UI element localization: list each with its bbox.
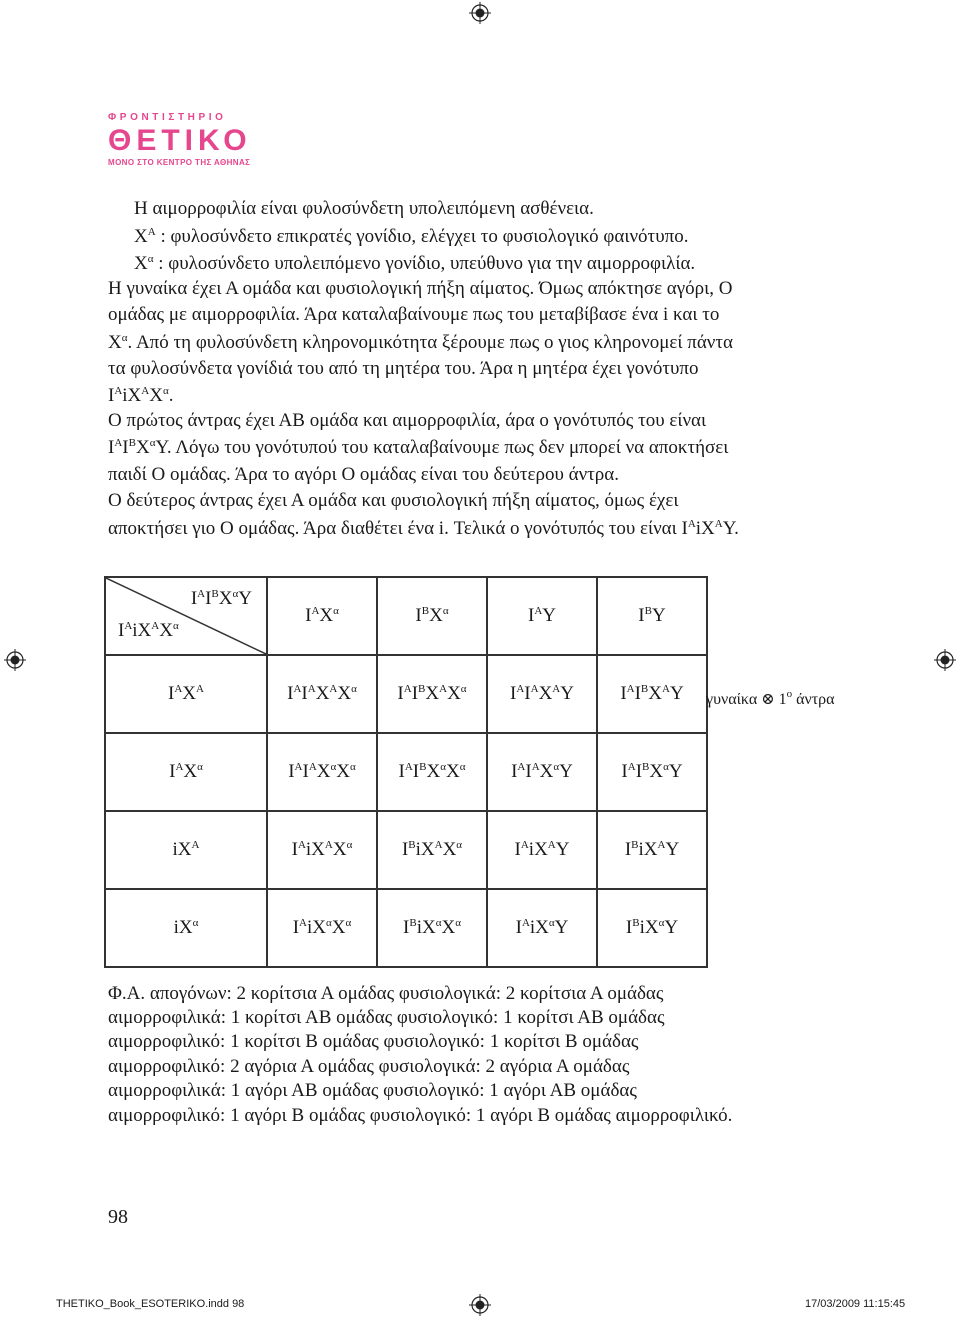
text-line-10: $I^AI^BX^\alpha\Upsilon$. Λόγω του γονότυπού του καταλαβαίνουμε πως δεν μπορεί να αποκτήσει: [108, 437, 729, 458]
text-line-7: τα φυλοσύνδετα γονίδιά του από τη μητέρα του. Άρα η μητέρα έχει γονότυπο: [108, 358, 699, 379]
offspring-cell: $I^AiX^AX^\alpha$: [267, 811, 377, 889]
text-line-6: $X^\alpha$. Από τη φυλοσύνδετη κληρονομικότητα ξέρουμε πως ο γιος κληρονομεί πάντα: [108, 332, 733, 353]
registration-mark-top-icon: [469, 2, 491, 24]
result-line-6: αιμορροφιλικό: 1 αγόρι Β ομάδας φυσιολογικό: 1 αγόρι Β ομάδας αιμορροφιλικό.: [108, 1105, 733, 1126]
father-genotype: $I^AI^BX^\alpha\Upsilon$: [190, 588, 252, 609]
result-line-4: αιμορροφιλικό: 2 αγόρια Α ομάδας φυσιολογικά: 2 αγόρια Α ομάδας: [108, 1056, 630, 1077]
text-line-4: Η γυναίκα έχει Α ομάδα και φυσιολογική πήξη αίματος. Όμως απόκτησε αγόρι, Ο: [108, 278, 733, 299]
text-line-8: $I^AiX^AX^\alpha$.: [108, 385, 174, 406]
text-line-12: Ο δεύτερος άντρας έχει Α ομάδα και φυσιολογική πήξη αίματος, όμως έχει: [108, 490, 679, 511]
text-line-13: αποκτήσει γιο Ο ομάδας. Άρα διαθέτει ένα i. Τελικά ο γονότυπός του είναι $I^AiX^A\Upsilon$.: [108, 518, 739, 539]
row-gamete-2: $I^AX^\alpha$: [105, 733, 267, 811]
row-gamete-1: $I^AX^A$: [105, 655, 267, 733]
offspring-cell: $I^AI^BX^A\Upsilon$: [597, 655, 707, 733]
page-number: 98: [108, 1206, 128, 1228]
publisher-logo: [108, 112, 268, 167]
text-line-1: Η αιμορροφιλία είναι φυλοσύνδετη υπολειπόμενη ασθένεια.: [134, 198, 594, 219]
offspring-cell: $I^AI^AX^AX^\alpha$: [267, 655, 377, 733]
logo-line2: ΘΕΤΙΚΟ: [108, 124, 252, 157]
registration-mark-left-icon: [4, 649, 26, 671]
text-line-3: $X^\alpha$ : φυλοσύνδετο υπολειπόμενο γονίδιο, υπεύθυνο για την αιμορροφιλία.: [134, 253, 696, 274]
punnett-square: [104, 576, 708, 968]
text-line-5: ομάδας με αιμορροφιλία. Άρα καταλαβαίνουμε πως του μεταβίβασε ένα i και το: [108, 304, 720, 325]
offspring-cell: $I^BiX^AX^\alpha$: [377, 811, 487, 889]
cross-symbol-icon: ⊗: [761, 691, 775, 708]
result-line-5: αιμορροφιλικά: 1 αγόρι ΑΒ ομάδας φυσιολογικό: 1 αγόρι ΑΒ ομάδας: [108, 1080, 637, 1101]
header-gamete-4: $I^B\Upsilon$: [597, 577, 707, 655]
punnett-header-row: [105, 577, 707, 655]
offspring-cell: $I^AiX^\alpha\Upsilon$: [487, 889, 597, 967]
logo-line3: ΜΟΝΟ ΣΤΟ ΚΕΝΤΡΟ ΤΗΣ ΑΘΗΝΑΣ: [108, 158, 251, 167]
text-line-9: Ο πρώτος άντρας έχει ΑΒ ομάδα και αιμορροφιλία, άρα ο γονότυπός του είναι: [108, 410, 707, 431]
punnett-row-3: [105, 811, 707, 889]
punnett-corner: [105, 577, 267, 655]
result-line-2: αιμορροφιλικά: 1 κορίτσι ΑΒ ομάδας φυσιολογικό: 1 κορίτσι ΑΒ ομάδας: [108, 1007, 665, 1028]
offspring-cell: $I^AI^BX^\alpha\Upsilon$: [597, 733, 707, 811]
footer-timestamp: 17/03/2009 11:15:45: [805, 1298, 906, 1310]
mother-genotype: $I^AiX^AX^\alpha$: [118, 620, 179, 641]
result-line-1: Φ.Α. απογόνων: 2 κορίτσια Α ομάδας φυσιολογικά: 2 κορίτσια Α ομάδας: [108, 983, 664, 1004]
logo-line1: ΦΡΟΝΤΙΣΤΗΡΙΟ: [108, 112, 227, 123]
offspring-cell: $I^AI^AX^\alpha X^\alpha$: [267, 733, 377, 811]
offspring-cell: $I^AiX^A\Upsilon$: [487, 811, 597, 889]
text-line-2: $X^A$ : φυλοσύνδετο επικρατές γονίδιο, ελέγχει το φυσιολογικό φαινότυπο.: [134, 226, 689, 247]
header-gamete-1: $I^AX^\alpha$: [267, 577, 377, 655]
offspring-cell: $I^AI^BX^\alpha X^\alpha$: [377, 733, 487, 811]
offspring-cell: $I^BiX^\alpha\Upsilon$: [597, 889, 707, 967]
punnett-row-4: [105, 889, 707, 967]
offspring-cell: $I^BiX^\alpha X^\alpha$: [377, 889, 487, 967]
cross-note: γυναίκα ⊗ $1^o$ άντρα: [706, 688, 835, 708]
row-gamete-3: $iX^A$: [105, 811, 267, 889]
registration-mark-bottom-icon: [469, 1294, 491, 1316]
result-line-3: αιμορροφιλικό: 1 κορίτσι Β ομάδας φυσιολογικό: 1 κορίτσι Β ομάδας: [108, 1031, 639, 1052]
header-gamete-2: $I^BX^\alpha$: [377, 577, 487, 655]
text-line-11: παιδί Ο ομάδας. Άρα το αγόρι Ο ομάδας είναι του δεύτερου άντρα.: [108, 464, 619, 485]
offspring-cell: $I^AiX^\alpha X^\alpha$: [267, 889, 377, 967]
offspring-cell: $I^AI^BX^AX^\alpha$: [377, 655, 487, 733]
punnett-row-2: [105, 733, 707, 811]
punnett-row-1: [105, 655, 707, 733]
offspring-cell: $I^AI^AX^A\Upsilon$: [487, 655, 597, 733]
footer-file-name: THETIKO_Book_ESOTERIKO.indd 98: [56, 1298, 245, 1310]
header-gamete-3: $I^A\Upsilon$: [487, 577, 597, 655]
registration-mark-right-icon: [934, 649, 956, 671]
row-gamete-4: $iX^\alpha$: [105, 889, 267, 967]
offspring-cell: $I^AI^AX^\alpha\Upsilon$: [487, 733, 597, 811]
offspring-cell: $I^BiX^A\Upsilon$: [597, 811, 707, 889]
